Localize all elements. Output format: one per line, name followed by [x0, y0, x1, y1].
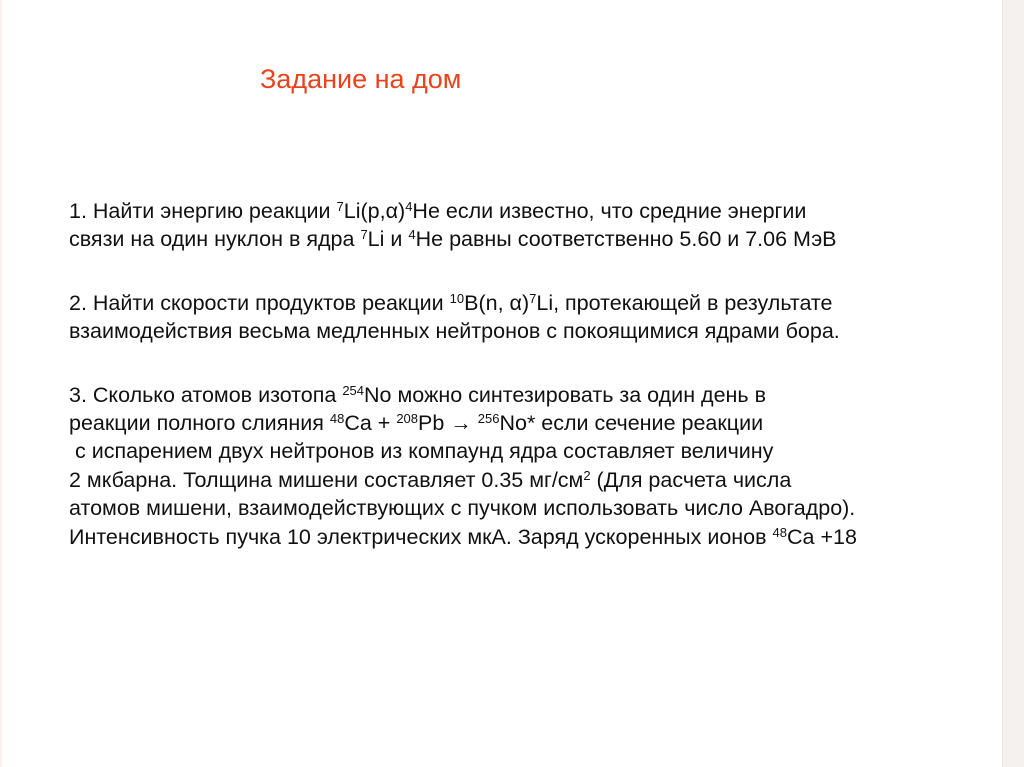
- text: No можно синтезировать за один день в: [364, 382, 767, 407]
- superscript: 254: [342, 382, 365, 398]
- task3-line4: [69, 466, 1004, 494]
- text: Li(p,α): [343, 199, 406, 223]
- task3-line3: с испарением двух нейтронов из компаунд ядра составляет величину: [69, 439, 774, 464]
- text: Li, протекающей в результате: [536, 290, 833, 315]
- task1-line2: [69, 225, 1004, 253]
- text: Интенсивность пучка 10 электрических мкА. Заряд ускоренных ионов: [69, 524, 773, 549]
- superscript: 2: [583, 467, 591, 483]
- text: No* если сечение реакции: [499, 410, 764, 435]
- text: Ca +: [344, 410, 397, 435]
- superscript: 256: [477, 410, 500, 426]
- text: 3. Сколько атомов изотопа: [69, 382, 343, 407]
- text: (Для расчета числа: [590, 467, 792, 492]
- task2-line1: [69, 289, 1004, 317]
- superscript: 48: [329, 410, 345, 426]
- task3-line2: [69, 409, 1004, 437]
- task3-line6: [69, 523, 1004, 551]
- superscript: 4: [408, 227, 416, 243]
- superscript: 4: [405, 199, 413, 214]
- text: Li и: [367, 227, 409, 252]
- text: Pb →: [418, 410, 478, 435]
- superscript: 208: [396, 410, 419, 426]
- text: He равны соответственно 5.60 и 7.06 МэВ: [415, 227, 837, 252]
- text: Ca +18: [787, 524, 857, 549]
- task3-line1: [69, 381, 1004, 409]
- text: реакции полного слияния: [69, 410, 330, 435]
- superscript: 7: [529, 290, 537, 306]
- task1-line1: [69, 197, 1004, 225]
- slide-title: Задание на дом: [260, 64, 462, 94]
- task3-line5: атомов мишени, взаимодействующих с пучком использовать число Авогадро).: [69, 496, 856, 521]
- text: 2 мкбарна. Толщина мишени составляет 0.35 мг/см: [69, 467, 584, 492]
- superscript: 10: [449, 290, 465, 306]
- slide: [2, 0, 1002, 767]
- text: 2. Найти скорости продуктов реакции: [69, 290, 450, 315]
- text: He если известно, что средние энергии: [412, 199, 807, 223]
- superscript: 7: [360, 227, 368, 243]
- text: B(n, α): [464, 290, 530, 315]
- text: связи на один нуклон в ядра: [69, 227, 361, 252]
- spacer: [69, 254, 1004, 289]
- task2-line2: взаимодействия весьма медленных нейтронов с покоящимися ядрами бора.: [69, 319, 840, 344]
- spacer: [69, 346, 1004, 381]
- slide-body: [69, 197, 1004, 551]
- text: 1. Найти энергию реакции: [69, 199, 337, 223]
- superscript: 48: [772, 524, 788, 540]
- superscript: 7: [336, 199, 344, 214]
